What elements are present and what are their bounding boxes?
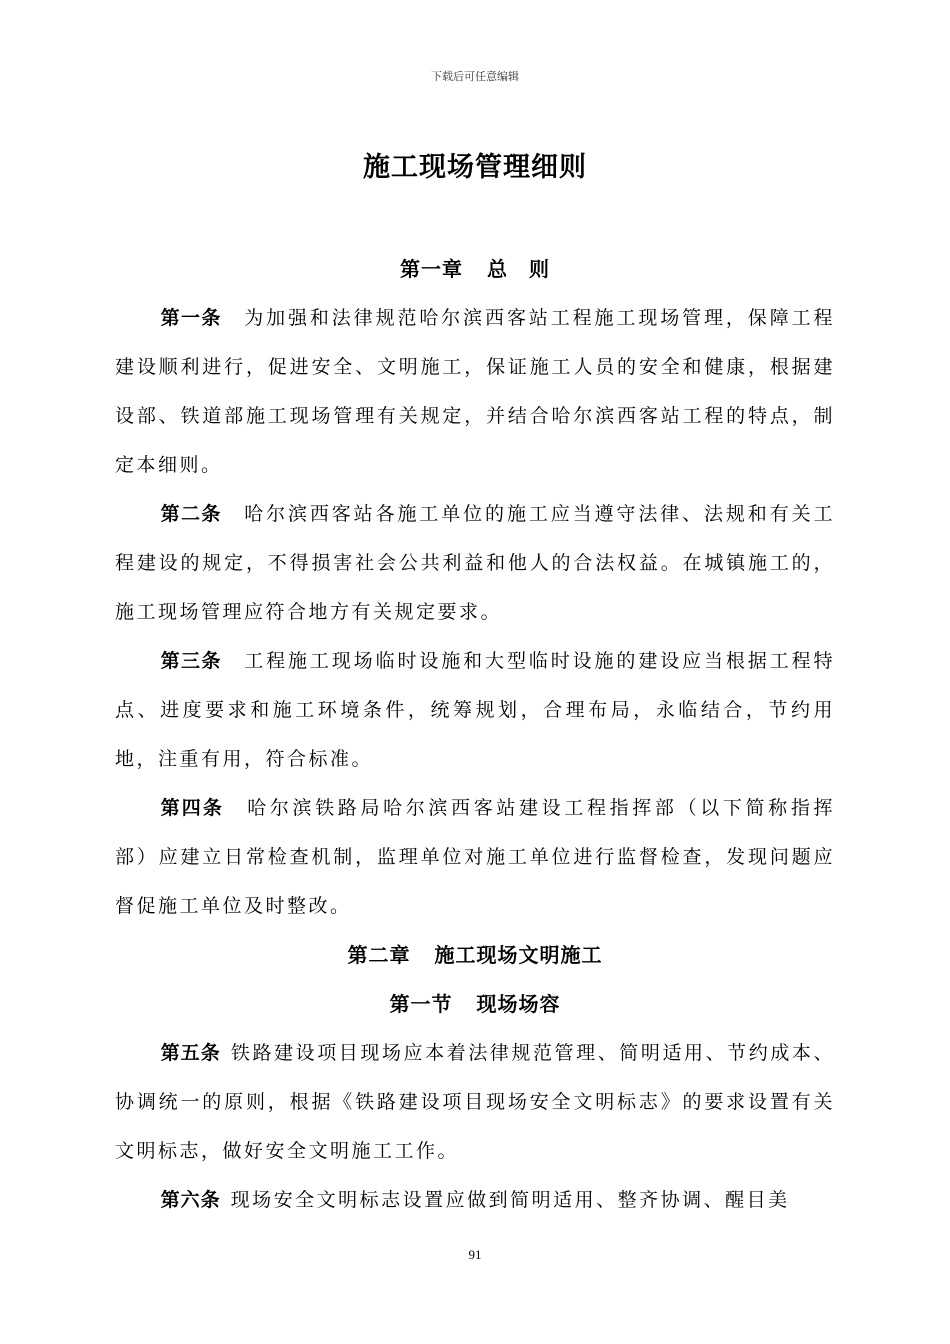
article-paragraph	[115, 294, 835, 490]
article-paragraph	[115, 1176, 835, 1225]
chapter-name: 施工现场文明施工	[434, 943, 603, 967]
article-label: 第六条	[160, 1189, 221, 1211]
article-paragraph	[115, 784, 835, 931]
chapter-heading-1	[115, 245, 835, 294]
article-text: 哈尔滨铁路局哈尔滨西客站建设工程指挥部（以下简称指挥部）应建立日常检查机制，监理单位对施工单位进行监督检查，发现问题应督促施工单位及时整改。	[115, 797, 835, 917]
article-label: 第三条	[160, 650, 222, 672]
chapter-label: 第一章	[400, 257, 463, 281]
article-text: 现场安全文明标志设置应做到简明适用、整齐协调、醒目美	[230, 1189, 790, 1211]
article-paragraph	[115, 1029, 835, 1176]
article-text: 为加强和法律规范哈尔滨西客站工程施工现场管理，保障工程建设顺利进行，促进安全、文明施工，保证施工人员的安全和健康，根据建设部、铁道部施工现场管理有关规定，并结合哈尔滨西客站工程的特点，制定本细则。	[115, 307, 835, 476]
article-label: 第一条	[160, 307, 222, 329]
article-label: 第四条	[160, 797, 225, 819]
article-text: 哈尔滨西客站各施工单位的施工应当遵守法律、法规和有关工程建设的规定，不得损害社会公共利益和他人的合法权益。在城镇施工的，施工现场管理应符合地方有关规定要求。	[115, 503, 835, 623]
header-note: 下载后可任意编辑	[431, 70, 519, 83]
section-heading-1	[115, 980, 835, 1029]
article-text: 铁路建设项目现场应本着法律规范管理、简明适用、节约成本、协调统一的原则，根据《铁路建设项目现场安全文明标志》的要求设置有关文明标志，做好安全文明施工工作。	[115, 1042, 835, 1162]
page-number: 91	[468, 1247, 482, 1262]
chapter-heading-2	[115, 931, 835, 980]
document-title: 施工现场管理细则	[363, 152, 587, 183]
section-name: 现场场容	[476, 992, 561, 1016]
section-label: 第一节	[389, 992, 453, 1016]
article-label: 第五条	[160, 1042, 221, 1064]
document-body	[115, 245, 835, 1225]
article-text: 工程施工现场临时设施和大型临时设施的建设应当根据工程特点、进度要求和施工环境条件，统筹规划，合理布局，永临结合，节约用地，注重有用，符合标准。	[115, 650, 835, 770]
article-paragraph	[115, 637, 835, 784]
chapter-label: 第二章	[347, 943, 411, 967]
article-paragraph	[115, 490, 835, 637]
article-label: 第二条	[160, 503, 222, 525]
chapter-name: 总 则	[487, 257, 550, 281]
